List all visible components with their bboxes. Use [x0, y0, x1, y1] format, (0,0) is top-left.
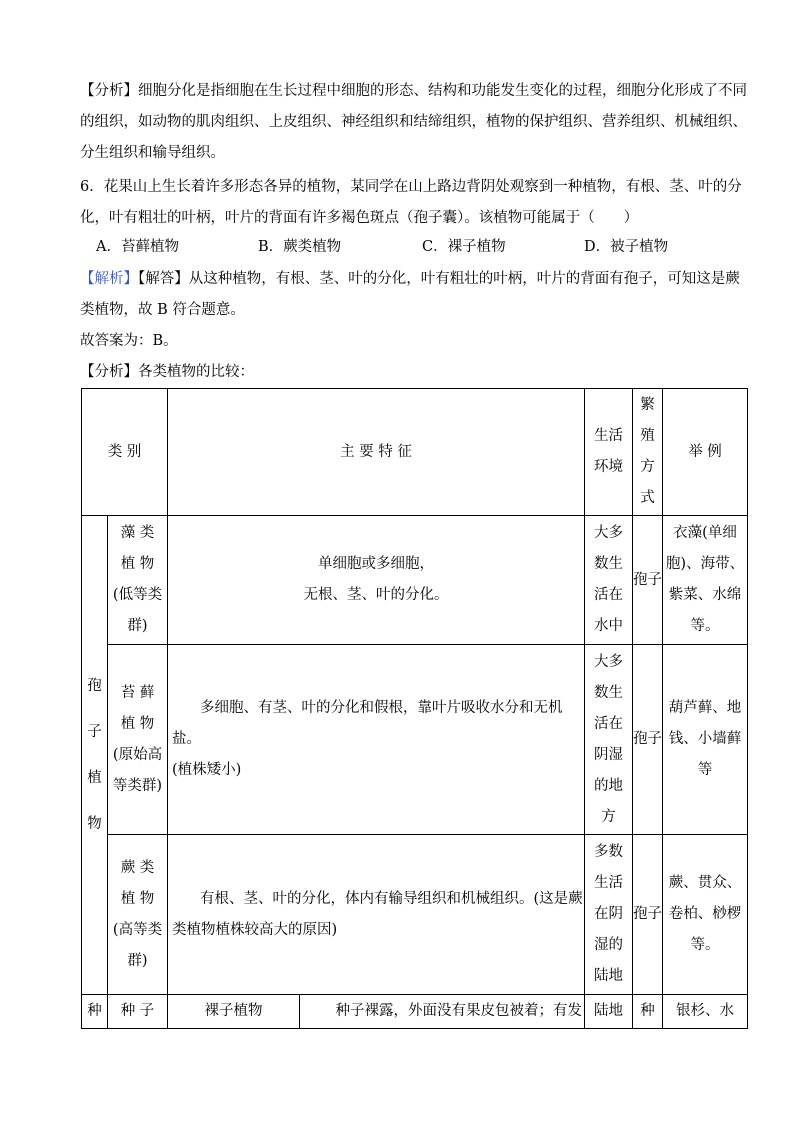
- moss-features: 多细胞、有茎、叶的分化和假根，靠叶片吸收水分和无机盐。 (植株矮小): [168, 645, 585, 835]
- moss-name: 苔 藓 植 物 (原始高 等类群): [108, 645, 168, 835]
- gymnosperm-reproduction: 种: [633, 995, 663, 1029]
- gymnosperm-habitat: 陆地: [585, 995, 633, 1029]
- analysis-paragraph: [80, 76, 750, 169]
- algae-reproduction: 孢子: [633, 516, 663, 645]
- header-habitat: 生活 环境: [585, 389, 633, 516]
- question-6: [80, 172, 750, 234]
- analysis-line-1: 【分析】细胞分化是指细胞在生长过程中细胞的形态、结构和功能发生变化的过程，细胞分化形成了不同: [80, 83, 747, 99]
- table-row-fern: [82, 835, 748, 995]
- answer-line: 故答案为：B。: [80, 333, 178, 349]
- header-reproduction: 繁 殖 方 式: [633, 389, 663, 516]
- fern-features: 有根、茎、叶的分化，体内有输导组织和机械组织。(这是蕨 类植物植株较高大的原因): [168, 835, 585, 995]
- option-d: D．被子植物: [584, 239, 669, 255]
- table-header-row: [82, 389, 748, 516]
- algae-examples: 衣藻(单细 胞)、海带、 紫菜、水绵 等。: [663, 516, 748, 645]
- moss-examples: 葫芦藓、地 钱、小墙藓 等: [663, 645, 748, 835]
- header-category: 类 别: [82, 389, 168, 516]
- solution-text-1: 【解答】从这种植物，有根、茎、叶的分化，叶有粗壮的叶柄，叶片的背面有孢子，可知这是蕨: [138, 271, 740, 287]
- comparison-intro: 【分析】各类植物的比较：: [80, 364, 254, 380]
- fern-name: 蕨 类 植 物 (高等类 群): [108, 835, 168, 995]
- table-row-seed-plants: [82, 995, 748, 1029]
- moss-reproduction: 孢子: [633, 645, 663, 835]
- gymnosperm-features: 种子裸露，外面没有果皮包被着；有发: [300, 995, 585, 1029]
- gymnosperm-label: 裸子植物: [168, 995, 300, 1029]
- gymnosperm-examples: 银杉、水: [663, 995, 748, 1029]
- solution-paragraph: [80, 264, 750, 388]
- answer-options: [96, 234, 756, 261]
- table-row-moss: [82, 645, 748, 835]
- moss-habitat: 大多 数生 活在 阴湿 的地 方: [585, 645, 633, 835]
- option-b: B．蕨类植物: [258, 239, 342, 255]
- fern-examples: 蕨、贯众、 卷柏、桫椤 等。: [663, 835, 748, 995]
- algae-habitat: 大多 数生 活在 水中: [585, 516, 633, 645]
- algae-name: 藻 类 植 物 (低等类 群): [108, 516, 168, 645]
- seed-name: 种 子: [108, 995, 168, 1029]
- analysis-line-2: 的组织，如动物的肌肉组织、上皮组织、神经组织和结缔组织，植物的保护组织、营养组织、机械组织、: [80, 114, 747, 130]
- question-line-1: 6．花果山上生长着许多形态各异的植物，某同学在山上路边背阴处观察到一种植物，有根、茎、叶的分: [80, 179, 742, 195]
- solution-line-1: [80, 264, 750, 295]
- solution-line-2: 类植物，故 B 符合题意。: [80, 302, 245, 318]
- solution-tag: 【解析】: [80, 271, 138, 287]
- table-row-algae: [82, 516, 748, 645]
- option-c: C．裸子植物: [422, 239, 506, 255]
- header-examples: 举 例: [663, 389, 748, 516]
- option-a: A．苔藓植物: [96, 239, 179, 255]
- fern-reproduction: 孢子: [633, 835, 663, 995]
- analysis-line-3: 分生组织和输导组织。: [80, 145, 225, 161]
- group-seed-plants: 种: [82, 995, 108, 1029]
- question-line-2: 化，叶有粗壮的叶柄，叶片的背面有许多褐色斑点（孢子囊）。该植物可能属于（ ）: [80, 210, 639, 226]
- algae-features: 单细胞或多细胞， 无根、茎、叶的分化。: [168, 516, 585, 645]
- fern-habitat: 多数 生活 在阴 湿的 陆地: [585, 835, 633, 995]
- header-features: 主 要 特 征: [168, 389, 585, 516]
- group-spore-plants: 孢 子 植 物: [82, 516, 108, 995]
- plant-comparison-table: [81, 388, 748, 1029]
